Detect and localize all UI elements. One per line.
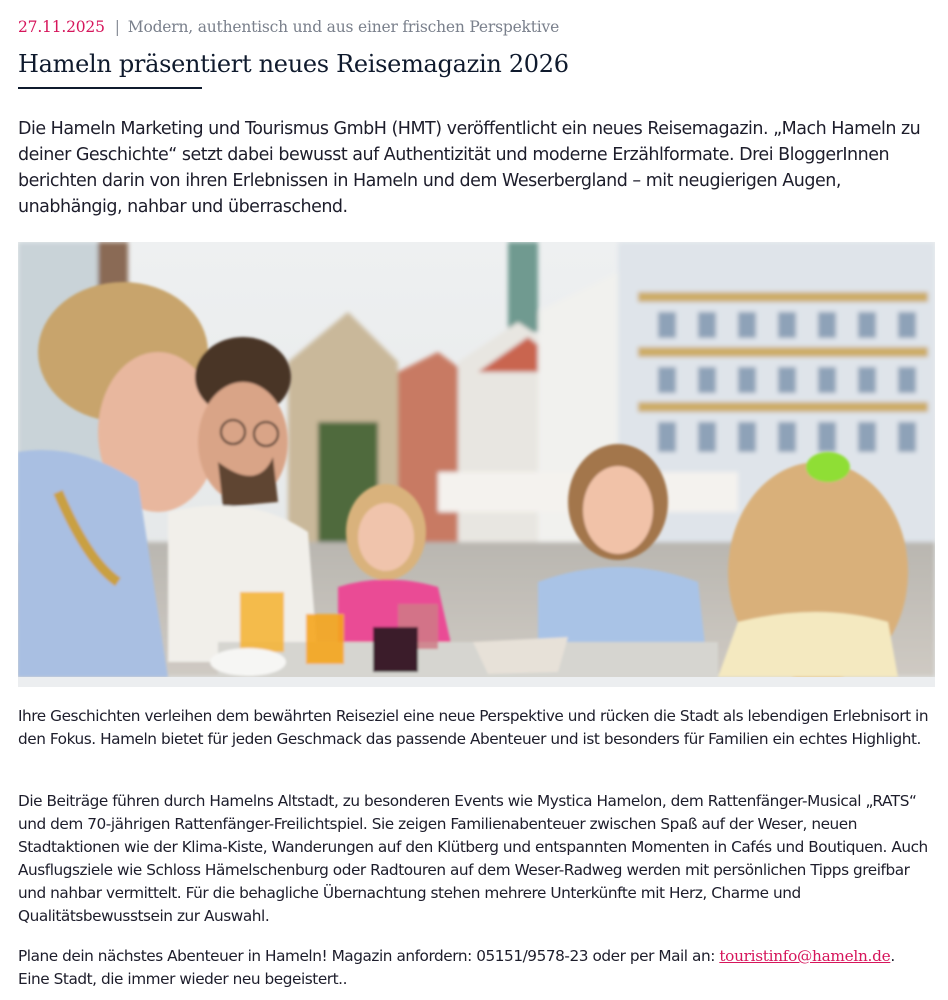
article-date: 27.11.2025 [18, 18, 105, 36]
article-figure [18, 242, 935, 687]
article-contact-paragraph [18, 945, 933, 991]
article-meta [18, 18, 559, 36]
contact-text: Plane dein nächstes Abenteuer in Hameln! Magazin anfordern: 05151/9578-23 oder per Mail an: [18, 947, 720, 965]
image-caption-strip [18, 677, 935, 687]
article-paragraph: Die Beiträge führen durch Hamelns Altstadt, zu besonderen Events wie Mystica Hamelon, dem Rattenfänger-Musical „RATS“ und dem 70-jährigen Rattenfänger-Freilichtspiel. Sie zeigen Familienabenteuer zwischen Spaß auf der Weser, neuen Stadtaktionen wie der Klima-Kiste, Wanderungen auf den Klütberg und entspannten Momenten in Cafés und Boutiquen. Auch Ausflugsziele wie Schloss Hämelschenburg oder Radtouren auf dem Weser-Radweg werden mit persönlichen Tipps greifbar und nahbar vermittelt. Für die behagliche Übernachtung stehen mehrere Unterkünfte mit Herz, Charme und Qualitätsbewusstsein zur Auswahl. [18, 792, 928, 925]
article-title: Hameln präsentiert neues Reisemagazin 2026 [18, 50, 569, 78]
family-cafe-photo-illustration [18, 242, 935, 677]
contact-suffix: . [890, 947, 895, 965]
meta-separator: | [114, 18, 120, 36]
article-subtitle: Modern, authentisch und aus einer frischen Perspektive [127, 18, 560, 36]
closing-text: Eine Stadt, die immer wieder neu begeistert.. [18, 970, 347, 988]
article-paragraph: Ihre Geschichten verleihen dem bewährten Reiseziel eine neue Perspektive und rücken die Stadt als lebendigen Erlebnisort in den Fokus. Hameln bietet für jeden Geschmack das passende Abenteuer und ist besonders für Familien ein echtes Highlight. [18, 707, 929, 748]
email-link[interactable]: touristinfo@hameln.de [719, 947, 891, 965]
article-photo[interactable] [18, 242, 935, 677]
article-lead: Die Hameln Marketing und Tourismus GmbH (HMT) veröffentlicht ein neues Reisemagazin. „Mach Hameln zu deiner Geschichte“ setzt dabei bewusst auf Authentizität und moderne Erzählformate. Drei BloggerInnen berichten darin von ihren Erlebnissen in Hameln und dem Weserbergland – mit neugierigen Augen, unabhängig, nahbar und überraschend. [18, 119, 921, 217]
title-underline-divider [18, 87, 202, 89]
